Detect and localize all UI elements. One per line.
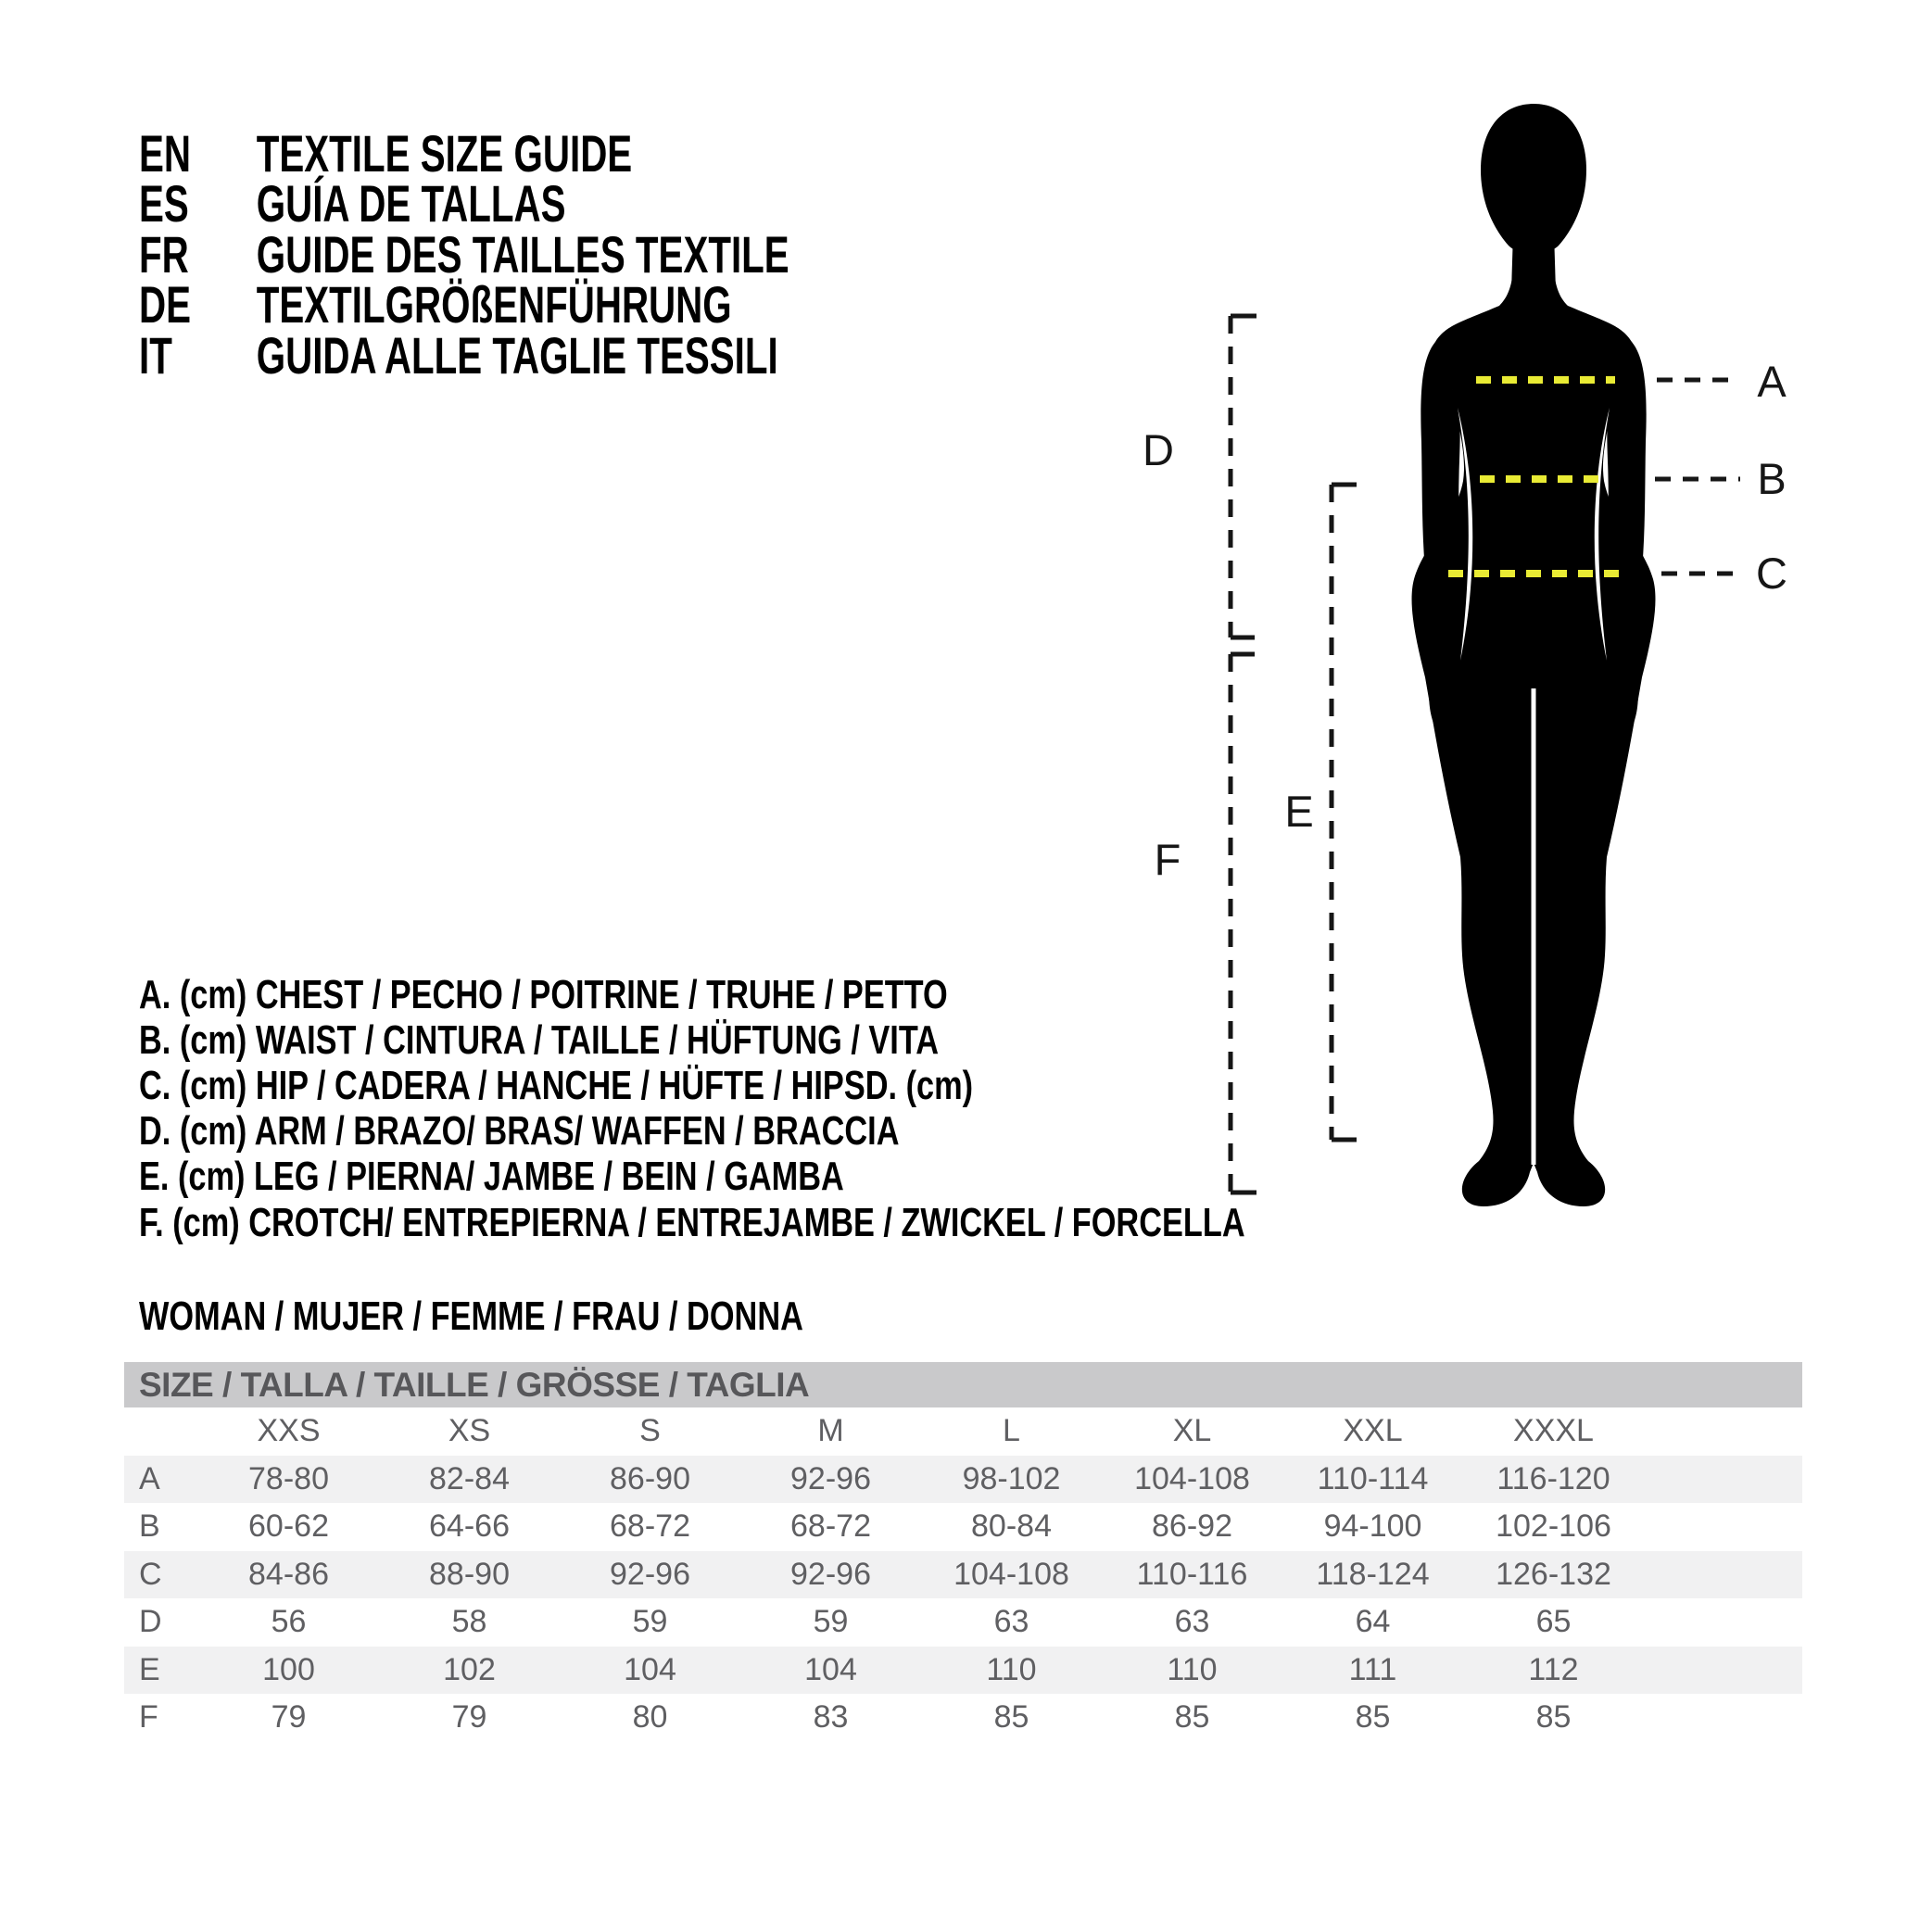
table-cell: 126-132 xyxy=(1496,1556,1611,1592)
table-cell: 94-100 xyxy=(1323,1508,1422,1545)
table-cell: 104 xyxy=(624,1651,676,1687)
language-code: EN xyxy=(139,123,192,183)
table-cell: 60-62 xyxy=(248,1508,329,1545)
table-cell: 102 xyxy=(443,1651,496,1687)
table-cell: 79 xyxy=(271,1699,307,1735)
language-code: DE xyxy=(139,275,192,334)
legend-hip: C. (cm) HIP / CADERA / HANCHE / HÜFTE / HIPSD. (cm) xyxy=(139,1062,974,1108)
table-cell: 78-80 xyxy=(248,1460,329,1496)
size-table xyxy=(124,1362,1802,1742)
size-col-header: L xyxy=(1003,1413,1020,1449)
guide-title: TEXTILE SIZE GUIDE xyxy=(256,123,633,183)
table-cell: 104-108 xyxy=(1134,1460,1250,1496)
table-cell: 83 xyxy=(813,1699,849,1735)
language-code: ES xyxy=(139,174,189,233)
table-cell: 63 xyxy=(1174,1604,1210,1640)
legend-leg: E. (cm) LEG / PIERNA/ JAMBE / BEIN / GAMBA xyxy=(139,1154,844,1200)
table-cell: 104 xyxy=(804,1651,857,1687)
table-cell: 88-90 xyxy=(429,1556,510,1592)
table-cell: 85 xyxy=(1174,1699,1210,1735)
table-cell: 68-72 xyxy=(790,1508,871,1545)
table-cell: 85 xyxy=(993,1699,1029,1735)
label-hip-c: C xyxy=(1756,549,1787,598)
table-row-d xyxy=(124,1598,1802,1647)
table-cell: 59 xyxy=(632,1604,668,1640)
table-cell: 112 xyxy=(1528,1651,1579,1687)
table-cell: 80-84 xyxy=(971,1508,1052,1545)
table-cell: 98-102 xyxy=(962,1460,1061,1496)
table-cell: 84-86 xyxy=(248,1556,329,1592)
table-cell: 85 xyxy=(1355,1699,1391,1735)
row-label: F xyxy=(139,1699,158,1735)
size-table-title: SIZE / TALLA / TAILLE / GRÖSSE / TAGLIA xyxy=(139,1365,810,1404)
table-cell: 59 xyxy=(813,1604,849,1640)
row-label: D xyxy=(139,1604,162,1640)
row-label: E xyxy=(139,1651,160,1687)
label-chest-a: A xyxy=(1757,357,1787,406)
table-cell: 65 xyxy=(1535,1604,1572,1640)
table-cell: 111 xyxy=(1348,1651,1397,1687)
language-code: IT xyxy=(139,325,172,385)
row-label: B xyxy=(139,1508,160,1545)
table-cell: 64 xyxy=(1355,1604,1391,1640)
table-cell: 86-90 xyxy=(610,1460,690,1496)
table-cell: 92-96 xyxy=(790,1460,871,1496)
table-row-e xyxy=(124,1647,1802,1695)
table-cell: 110-114 xyxy=(1317,1460,1429,1496)
table-cell: 104-108 xyxy=(953,1556,1069,1592)
legend-chest: A. (cm) CHEST / PECHO / POITRINE / TRUHE / PETTO xyxy=(139,971,948,1017)
table-cell: 92-96 xyxy=(790,1556,871,1592)
table-cell: 118-124 xyxy=(1316,1556,1430,1592)
size-col-header: M xyxy=(817,1413,844,1449)
language-row xyxy=(139,275,789,334)
label-leg-e: E xyxy=(1284,787,1314,836)
size-col-header: S xyxy=(639,1413,661,1449)
table-cell: 63 xyxy=(993,1604,1029,1640)
table-row-f xyxy=(124,1694,1802,1742)
language-title-block xyxy=(139,123,789,385)
table-row-a xyxy=(124,1456,1802,1504)
label-waist-b: B xyxy=(1757,454,1787,503)
size-table-header-bar xyxy=(124,1362,1802,1407)
table-cell: 86-92 xyxy=(1152,1508,1232,1545)
size-col-header: XS xyxy=(448,1413,491,1449)
label-crotch-f: F xyxy=(1154,835,1181,884)
language-row xyxy=(139,325,789,385)
row-label: C xyxy=(139,1556,162,1592)
table-cell: 58 xyxy=(451,1604,487,1640)
language-row xyxy=(139,123,789,183)
table-cell: 82-84 xyxy=(429,1460,510,1496)
legend-arm: D. (cm) ARM / BRAZO/ BRAS/ WAFFEN / BRACCIA xyxy=(139,1108,900,1155)
language-row xyxy=(139,174,789,233)
table-cell: 110-116 xyxy=(1136,1556,1248,1592)
woman-silhouette-diagram xyxy=(1149,88,1816,1209)
table-cell: 110 xyxy=(986,1651,1037,1687)
table-cell: 64-66 xyxy=(429,1508,510,1545)
row-label: A xyxy=(139,1460,160,1496)
guide-title: GUIDE DES TAILLES TEXTILE xyxy=(256,224,789,284)
legend-crotch: F. (cm) CROTCH/ ENTREPIERNA / ENTREJAMBE / ZWICKEL / FORCELLA xyxy=(139,1199,1245,1245)
table-cell: 79 xyxy=(451,1699,487,1735)
size-col-header: XXS xyxy=(257,1413,321,1449)
legend-waist: B. (cm) WAIST / CINTURA / TAILLE / HÜFTUNG / VITA xyxy=(139,1016,940,1063)
table-cell: 80 xyxy=(632,1699,668,1735)
table-row-b xyxy=(124,1503,1802,1551)
gender-heading: WOMAN / MUJER / FEMME / FRAU / DONNA xyxy=(139,1294,803,1339)
guide-title: GUÍA DE TALLAS xyxy=(256,174,566,233)
size-col-header: XXL xyxy=(1343,1413,1403,1449)
guide-title: GUIDA ALLE TAGLIE TESSILI xyxy=(256,325,778,385)
table-cell: 102-106 xyxy=(1496,1508,1611,1545)
table-cell: 110 xyxy=(1167,1651,1218,1687)
table-cell: 100 xyxy=(262,1651,315,1687)
table-cell: 92-96 xyxy=(610,1556,690,1592)
size-col-header: XL xyxy=(1172,1413,1212,1449)
table-cell: 116-120 xyxy=(1496,1460,1610,1496)
language-code: FR xyxy=(139,224,189,284)
table-cell: 85 xyxy=(1535,1699,1572,1735)
measurement-legend xyxy=(139,972,1245,1245)
size-header-row xyxy=(124,1407,1802,1456)
table-cell: 56 xyxy=(271,1604,307,1640)
table-cell: 68-72 xyxy=(610,1508,690,1545)
label-arm-d: D xyxy=(1143,425,1174,474)
table-row-c xyxy=(124,1551,1802,1599)
guide-title: TEXTILGRÖßENFÜHRUNG xyxy=(256,275,732,334)
language-row xyxy=(139,224,789,284)
size-col-header: XXXL xyxy=(1513,1413,1594,1449)
